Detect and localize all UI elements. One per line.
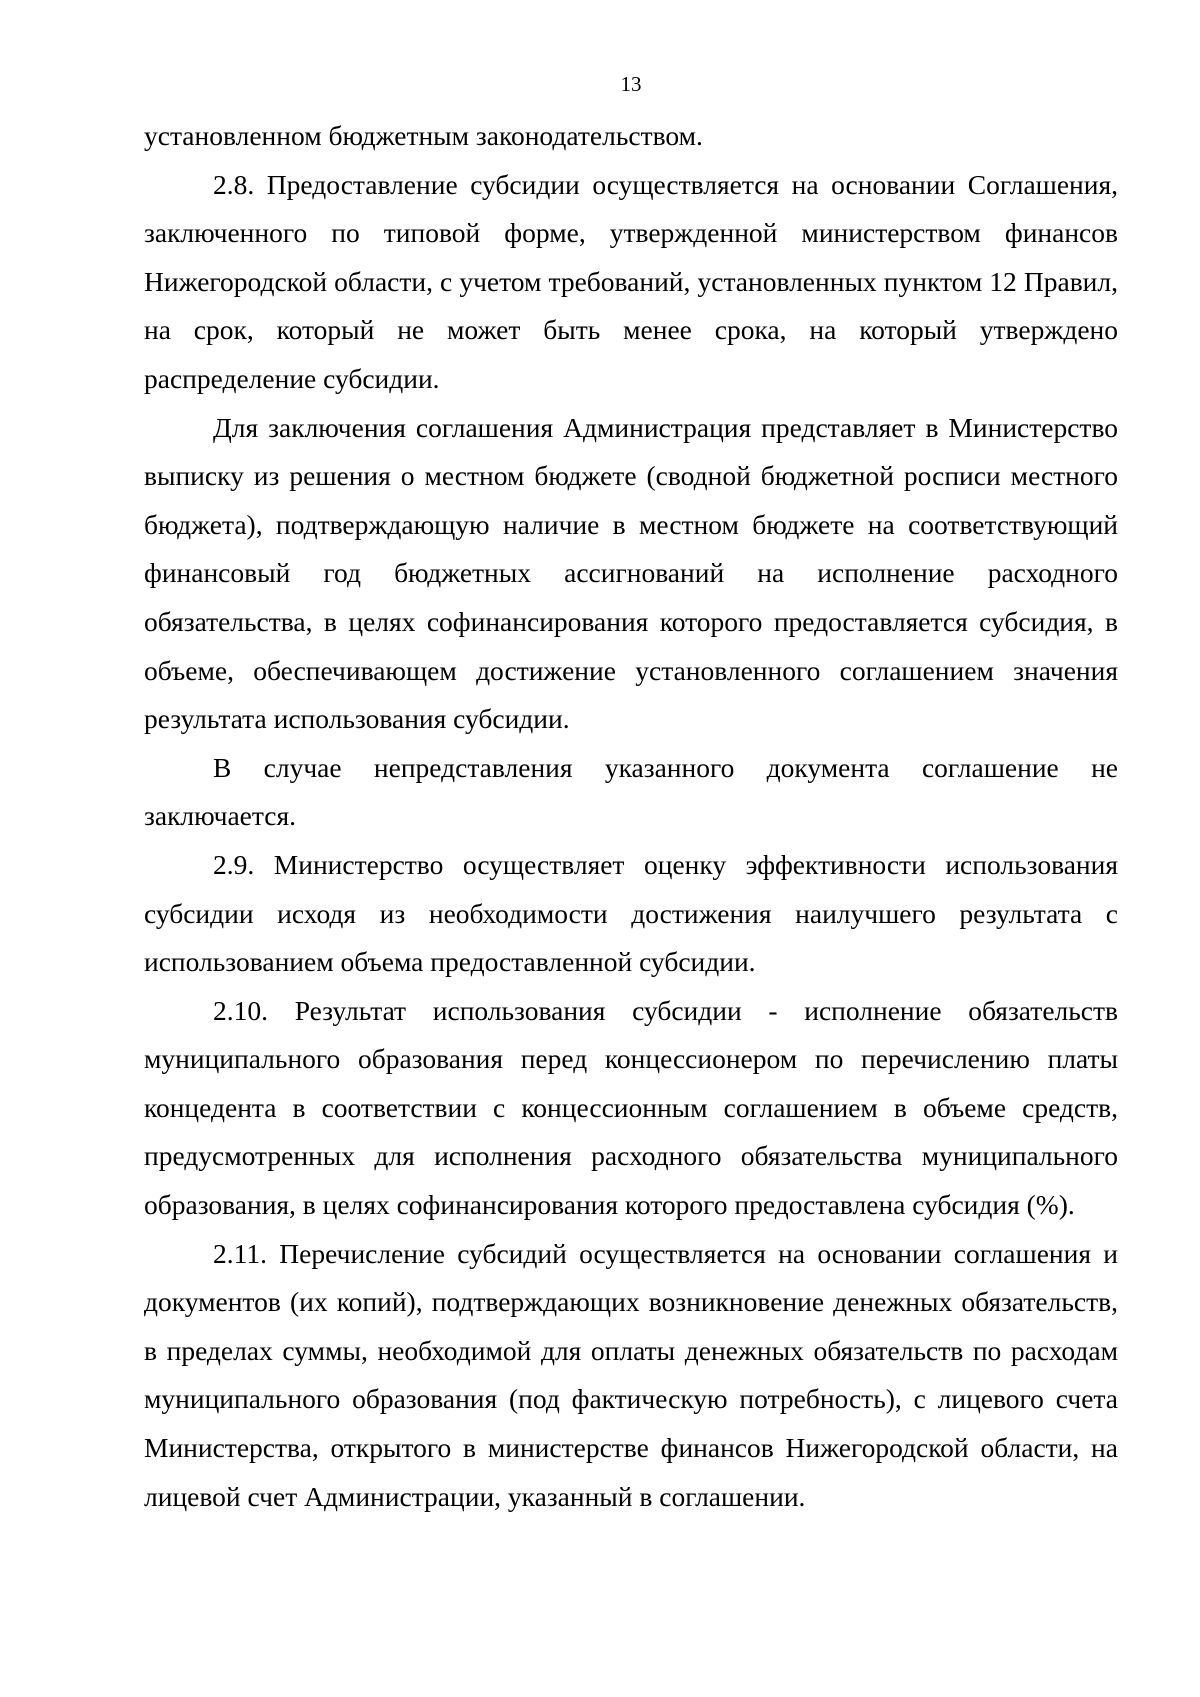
paragraph-2-10: 2.10. Результат использования субсидии - исполнение обязательств муниципального образования перед концессионером по перечислению платы концедента в соответствии с концессионным соглашением в объеме средств, предусмотренных для исполнения расходного обязательства муниципального образования, в целях софинансирования которого предоставлена субсидия (%). [144, 994, 1118, 1221]
paragraph-non-submission: В случае непредставления указанного документа соглашение не заключается. [144, 751, 1118, 832]
paragraph-2-9: 2.9. Министерство осуществляет оценку эффективности использования субсидии исходя из необходимости достижения наилучшего результата с использованием объема предоставленной субсидии. [144, 848, 1118, 978]
paragraph-2-8: 2.8. Предоставление субсидии осуществляется на основании Соглашения, заключенного по типовой форме, утвержденной министерством финансов Нижегородской области, с учетом требований, установленных пунктом 12 Правил, на срок, который не может быть менее срока, на который утверждено распределение субсидии. [144, 168, 1118, 394]
document-body [144, 112, 1118, 1521]
paragraph-continuation: установленном бюджетным законодательством. [144, 120, 703, 151]
page-number: 13 [620, 72, 642, 96]
paragraph-2-11: 2.11. Перечисление субсидий осуществляется на основании соглашения и документов (их копий), подтверждающих возникновение денежных обязательств, в пределах суммы, необходимой для оплаты денежных обязательств по расходам муниципального образования (под фактическую потребность), с лицевого счета Министерства, открытого в министерстве финансов Нижегородской области, на лицевой счет Администрации, указанный в соглашении. [144, 1237, 1118, 1512]
paragraph-agreement-conclusion: Для заключения соглашения Администрация представляет в Министерство выписку из решения о местном бюджете (сводной бюджетной росписи местного бюджета), подтверждающую наличие в местном бюджете на соответствующий финансовый год бюджетных ассигнований на исполнение расходного обязательства, в целях софинансирования которого предоставляется субсидия, в объеме, обеспечивающем достижение установленного соглашением значения результата использования субсидии. [144, 411, 1118, 735]
